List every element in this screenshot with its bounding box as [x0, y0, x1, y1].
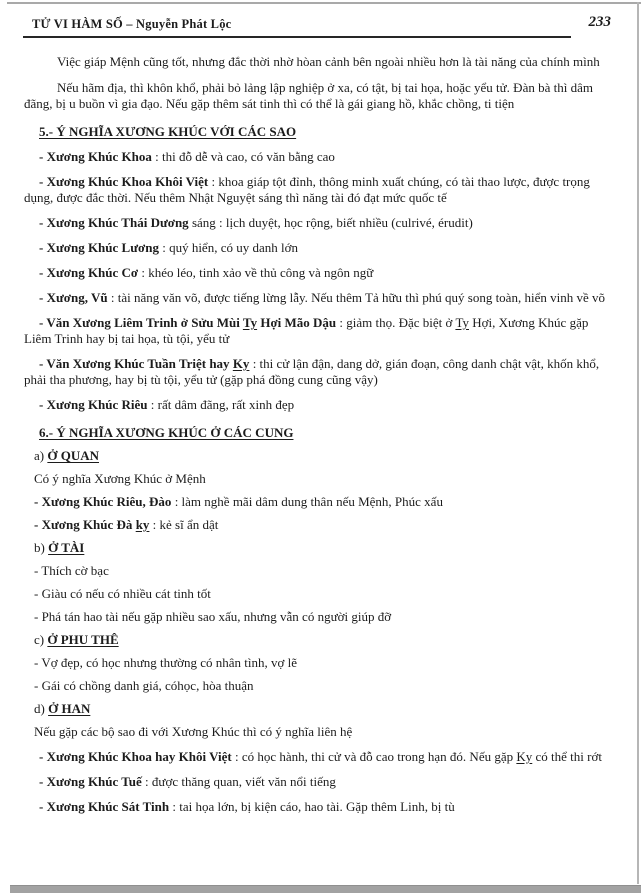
- text-run: : khéo léo, tinh xảo về thủ công và ngôn ngữ: [138, 265, 374, 280]
- text-run: - Xương, Vũ: [39, 290, 108, 305]
- list-item: [24, 356, 615, 388]
- text-run: ky: [135, 517, 150, 532]
- sub-heading: [34, 448, 615, 464]
- text-run: - Văn Xương Khúc Tuần Triệt hay: [39, 356, 233, 371]
- page-edge-bottom: [10, 885, 641, 893]
- text-run: a): [34, 448, 48, 463]
- text-run: - Xương Khúc Khoa hay Khôi Việt: [39, 749, 232, 764]
- list-item: [24, 749, 615, 765]
- page-number: 233: [588, 14, 611, 30]
- text-run: sáng : lịch duyệt, học rộng, biết nhiều (culrivé, érudit): [188, 215, 473, 230]
- text-run: - Xương Khúc Riêu, Đào: [34, 494, 172, 509]
- text-run: Ty: [455, 315, 469, 330]
- sub-heading: [34, 701, 615, 717]
- list-item: [24, 215, 615, 231]
- text-run: : giảm thọ. Đặc biệt ở: [336, 315, 456, 330]
- text-run: - Thích cờ bạc: [34, 563, 109, 578]
- text-run: - Giàu có nếu có nhiều cát tinh tốt: [34, 586, 211, 601]
- list-line: [34, 517, 615, 533]
- text-run: : rất dâm đãng, rất xinh đẹp: [147, 397, 295, 412]
- list-item: [24, 174, 615, 206]
- page-body: [24, 46, 615, 815]
- text-run: : kẻ sĩ ẩn dật: [149, 517, 219, 532]
- text-run: - Xương Khúc Tuế: [39, 774, 142, 789]
- text-run: : làm nghề mãi dâm dung thân nếu Mệnh, Phúc xấu: [171, 494, 443, 509]
- list-item: [24, 397, 615, 413]
- text-run: : có học hành, thi cử và đỗ cao trong hạn đó. Nếu gặp: [231, 749, 517, 764]
- text-run: - Phá tán hao tài nếu gặp nhiều sao xấu, nhưng vẫn có người giúp đỡ: [34, 609, 392, 624]
- list-line: [34, 655, 615, 671]
- text-run: : được thăng quan, viết văn nổi tiếng: [141, 774, 336, 789]
- list-line: [34, 471, 615, 487]
- text-run: Ở PHU THÊ: [47, 632, 119, 647]
- text-run: Nếu gặp các bộ sao đi với Xương Khúc thì có ý nghĩa liên hệ: [34, 724, 353, 739]
- text-run: - Xương Khúc Khoa: [39, 149, 152, 164]
- list-item: [24, 265, 615, 281]
- text-run: d): [34, 701, 49, 716]
- list-item: [24, 149, 615, 165]
- text-run: - Gái có chồng danh giá, cóhọc, hòa thuận: [34, 678, 254, 693]
- list-line: [34, 494, 615, 510]
- section-heading: [39, 425, 615, 441]
- page-edge-top: [7, 2, 641, 4]
- text-run: : tài năng văn võ, được tiếng lừng lẫy. Nếu thêm Tả hữu thì phú quý song toàn, hiển vinh về võ: [107, 290, 605, 305]
- text-run: Hợi Mão Dậu: [257, 315, 337, 330]
- list-line: [34, 678, 615, 694]
- header-rule: [23, 36, 571, 38]
- list-line: [34, 724, 615, 740]
- text-run: 5.- Ý NGHĨA XƯƠNG KHÚC VỚI CÁC SAO: [39, 124, 297, 139]
- text-run: : tai họa lớn, bị kiện cáo, hao tài. Gặp thêm Linh, bị tù: [169, 799, 455, 814]
- list-item: [24, 290, 615, 306]
- text-run: : khoa giáp tột đỉnh, thông minh xuất chúng, có tài thao lược, được trọng dụng, được đắc thời. Nếu thêm Nhật Nguyệt sáng thì năng tài đó đạt mức quốc tế: [24, 174, 590, 205]
- text-run: Nếu hãm địa, thì khôn khổ, phải bỏ lảng lập nghiệp ở xa, có tật, bị tai họa, hoặc yểu tử. Đàn bà thì dâm đãng, bị u buồn vì gia đạo. Nếu gặp thêm sát tinh thì có thể là gái giang hồ, khắc chồng, ti tiện: [24, 80, 593, 111]
- paragraph: [24, 80, 615, 112]
- text-run: Hợi, Xương Khúc gặp Liêm Trinh hay bị tai họa, tù tội, yểu tử: [24, 315, 589, 346]
- list-line: [34, 586, 615, 602]
- text-run: Có ý nghĩa Xương Khúc ở Mệnh: [34, 471, 206, 486]
- text-run: - Xương Khúc Riêu: [39, 397, 148, 412]
- text-run: : thi đỗ dễ và cao, có văn bằng cao: [151, 149, 335, 164]
- text-run: có thể thi rớt: [532, 749, 602, 764]
- text-run: Ở HAN: [48, 701, 91, 716]
- text-run: Việc giáp Mệnh cũng tốt, nhưng đắc thời nhờ hòan cảnh bên ngoài nhiều hơn là tài năng của chính mình: [57, 54, 600, 69]
- page-edge-right: [637, 2, 639, 884]
- sub-heading: [34, 540, 615, 556]
- text-run: 6.- Ý NGHĨA XƯƠNG KHÚC Ở CÁC CUNG: [39, 425, 294, 440]
- running-header-title: TỬ VI HÀM SỐ – Nguyễn Phát Lộc: [32, 17, 232, 31]
- text-run: - Xương Khúc Cơ: [39, 265, 139, 280]
- text-run: Ky: [516, 749, 533, 764]
- text-run: - Vợ đẹp, có học nhưng thường có nhân tình, vợ lẽ: [34, 655, 298, 670]
- text-run: : thi cử lận đận, dang dở, gián đoạn, công danh chật vật, khốn khổ, phải tha phương, hay bị tù tội, yểu tử (gặp phá đồng cung cũng vậy): [24, 356, 600, 387]
- text-run: - Xương Khúc Thái Dương: [39, 215, 189, 230]
- text-run: b): [34, 540, 49, 555]
- text-run: Ở QUAN: [47, 448, 99, 463]
- text-run: - Văn Xương Liêm Trinh ở Sửu Mùi: [39, 315, 243, 330]
- list-item: [24, 315, 615, 347]
- text-run: Ky: [232, 356, 250, 371]
- text-run: - Xương Khúc Đà: [34, 517, 136, 532]
- text-run: Ở TÀI: [48, 540, 85, 555]
- list-item: [24, 240, 615, 256]
- text-run: - Xương Khúc Lương: [39, 240, 159, 255]
- text-run: Ty: [242, 315, 258, 330]
- sub-heading: [34, 632, 615, 648]
- list-line: [34, 609, 615, 625]
- text-run: : quý hiển, có uy danh lớn: [158, 240, 298, 255]
- text-run: c): [34, 632, 48, 647]
- list-item: [24, 799, 615, 815]
- text-run: - Xương Khúc Sát Tinh: [39, 799, 170, 814]
- list-item: [24, 774, 615, 790]
- list-line: [34, 563, 615, 579]
- paragraph: [24, 54, 615, 70]
- text-run: - Xương Khúc Khoa Khôi Việt: [39, 174, 209, 189]
- section-heading: [39, 124, 615, 140]
